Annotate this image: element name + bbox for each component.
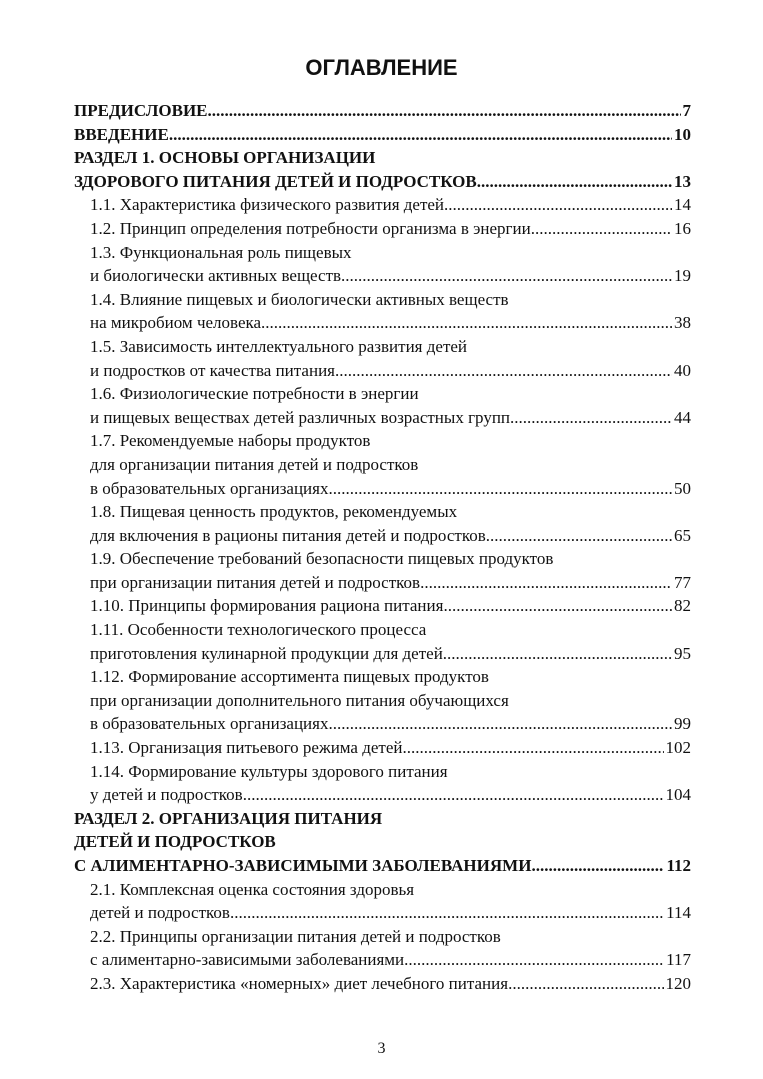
toc-entry-line <box>74 123 691 147</box>
toc-entry-title: 2.2. Принципы организации питания детей и подростков <box>90 926 501 946</box>
toc-page-number: 120 <box>665 973 691 993</box>
toc-entry-line <box>74 264 691 288</box>
toc-leader-dots <box>420 571 672 595</box>
toc-entry-title: для организации питания детей и подростков <box>90 454 419 474</box>
toc-entry-title: ВВЕДЕНИЕ <box>74 124 169 144</box>
toc-page-number: 114 <box>666 903 691 923</box>
toc-leader-dots <box>531 217 672 241</box>
toc-page-number: 13 <box>674 171 691 191</box>
toc-entry-line <box>74 311 691 335</box>
toc-leader-dots <box>443 594 672 618</box>
toc-page-number: 40 <box>674 360 691 380</box>
page-number: 3 <box>377 1040 386 1057</box>
toc-entry-title: с алиментарно-зависимыми заболеваниями <box>90 950 405 970</box>
toc-entry-title: 1.9. Обеспечение требований безопасности пищевых продуктов <box>90 549 554 569</box>
toc-page-number: 95 <box>674 643 691 663</box>
toc-entry-line <box>74 972 691 996</box>
toc-leader-dots <box>208 99 681 123</box>
toc-entry-title: 1.4. Влияние пищевых и биологически активных веществ <box>90 289 509 309</box>
toc-entry-line <box>74 406 691 430</box>
toc-leader-dots <box>335 359 672 383</box>
toc-entry-title: 1.8. Пищевая ценность продуктов, рекомендуемых <box>90 502 458 522</box>
toc-leader-dots <box>443 642 672 666</box>
toc-entry-title: 1.11. Особенности технологического процесса <box>90 620 427 640</box>
toc-entry-title: у детей и подростков <box>90 785 243 805</box>
toc-entry-line <box>74 783 691 807</box>
toc-entry-line <box>74 453 691 477</box>
toc-entry-title: С АЛИМЕНТАРНО-ЗАВИСИМЫМИ ЗАБОЛЕВАНИЯМИ <box>74 856 532 875</box>
toc-entry-line <box>74 429 691 453</box>
toc-entry-title: 2.1. Комплексная оценка состояния здоровья <box>90 879 415 899</box>
toc-entry-line <box>74 335 691 359</box>
toc-page-number: 44 <box>674 407 691 427</box>
toc-leader-dots <box>169 123 672 147</box>
toc-entry-line <box>74 193 691 217</box>
toc-page-number: 16 <box>674 218 691 238</box>
toc-leader-dots <box>531 854 664 878</box>
toc-entry-line <box>74 830 691 854</box>
toc-entry-line <box>74 359 691 383</box>
toc-entry-title: 1.3. Функциональная роль пищевых <box>90 242 352 262</box>
toc-entry-title: и подростков от качества питания <box>90 360 335 380</box>
toc-entry-title: для включения в рационы питания детей и подростков <box>90 525 486 545</box>
toc-page-number: 38 <box>674 313 691 333</box>
toc-entry-line <box>74 689 691 713</box>
toc-entry-line <box>74 382 691 406</box>
toc-leader-dots <box>486 524 672 548</box>
toc-entry-line <box>74 760 691 784</box>
toc-entry-title: детей и подростков <box>90 903 230 923</box>
toc-entry-title: при организации дополнительного питания обучающихся <box>90 690 509 710</box>
toc-page-number: 82 <box>674 596 691 616</box>
toc-entry-title: 1.6. Физиологические потребности в энергии <box>90 384 419 404</box>
toc-entry-line <box>74 217 691 241</box>
toc-entry-title: в образовательных организациях <box>90 714 329 734</box>
toc-entry-line <box>74 925 691 949</box>
toc-entry-line <box>74 618 691 642</box>
toc-leader-dots <box>328 477 672 501</box>
page-title: ОГЛАВЛЕНИЕ <box>305 55 458 80</box>
toc-page-number: 102 <box>665 738 691 758</box>
toc-entry-title: 1.12. Формирование ассортимента пищевых продуктов <box>90 667 489 687</box>
toc-entry-title: 2.3. Характеристика «номерных» диет лечебного питания <box>90 973 509 993</box>
toc-entry-title: ДЕТЕЙ И ПОДРОСТКОВ <box>74 832 276 852</box>
toc-entry-title: РАЗДЕЛ 2. ОРГАНИЗАЦИЯ ПИТАНИЯ <box>74 808 383 828</box>
toc-leader-dots <box>341 264 672 288</box>
toc-entry-line <box>74 878 691 902</box>
toc-entry-line <box>74 712 691 736</box>
toc-entry-title: при организации питания детей и подростков <box>90 572 421 592</box>
toc-entry-line <box>74 594 691 618</box>
toc-leader-dots <box>444 193 672 217</box>
toc-entry-line <box>74 547 691 571</box>
toc-entry-line <box>74 99 691 123</box>
toc-entry-line <box>74 807 691 831</box>
toc-entry-line <box>74 642 691 666</box>
toc-leader-dots <box>328 712 672 736</box>
toc-leader-dots <box>477 170 672 194</box>
table-of-contents <box>74 99 691 996</box>
toc-entry-line <box>74 170 691 194</box>
toc-entry-title: 1.13. Организация питьевого режима детей <box>90 738 403 758</box>
toc-page-number: 10 <box>674 124 691 144</box>
toc-entry-line <box>74 500 691 524</box>
toc-entry-line <box>74 524 691 548</box>
toc-page-number: 14 <box>674 195 691 215</box>
toc-page-number: 104 <box>665 785 691 805</box>
toc-entry-title: 1.1. Характеристика физического развития детей <box>90 195 445 215</box>
toc-entry-line <box>74 288 691 312</box>
toc-page-number: 19 <box>674 266 691 286</box>
toc-entry-line <box>74 736 691 760</box>
toc-entry-line <box>74 571 691 595</box>
toc-entry-title: 1.7. Рекомендуемые наборы продуктов <box>90 431 371 451</box>
toc-leader-dots <box>403 736 664 760</box>
toc-entry-title: ЗДОРОВОГО ПИТАНИЯ ДЕТЕЙ И ПОДРОСТКОВ <box>74 171 477 191</box>
toc-entry-title: приготовления кулинарной продукции для детей <box>90 643 443 663</box>
toc-entry-title: 1.2. Принцип определения потребности организма в энергии <box>90 218 531 238</box>
toc-page-number: 77 <box>674 572 691 592</box>
toc-leader-dots <box>508 972 663 996</box>
toc-entry-title: и пищевых веществах детей различных возрастных групп <box>90 407 511 427</box>
toc-page-number: 50 <box>674 478 691 498</box>
toc-entry-line <box>74 854 691 878</box>
toc-page-number: 112 <box>666 856 691 875</box>
toc-page-number: 7 <box>682 101 691 120</box>
toc-leader-dots <box>261 311 672 335</box>
toc-entry-title: РАЗДЕЛ 1. ОСНОВЫ ОРГАНИЗАЦИИ <box>74 148 376 168</box>
toc-entry-title: и биологически активных веществ <box>90 266 342 286</box>
toc-entry-line <box>74 901 691 925</box>
toc-entry-line <box>74 665 691 689</box>
toc-entry-title: в образовательных организациях <box>90 478 329 498</box>
toc-leader-dots <box>510 406 672 430</box>
toc-entry-title: 1.14. Формирование культуры здорового питания <box>90 761 448 781</box>
toc-leader-dots <box>404 948 664 972</box>
toc-entry-title: 1.10. Принципы формирования рациона питания <box>90 596 444 616</box>
toc-page-number: 65 <box>674 525 691 545</box>
toc-entry-title: ПРЕДИСЛОВИЕ <box>74 101 208 120</box>
toc-page-number: 99 <box>674 714 691 734</box>
toc-entry-title: 1.5. Зависимость интеллектуального развития детей <box>90 336 468 356</box>
toc-leader-dots <box>243 783 664 807</box>
toc-entry-line <box>74 241 691 265</box>
toc-entry-line <box>74 948 691 972</box>
toc-leader-dots <box>230 901 664 925</box>
toc-page-number: 117 <box>666 950 691 970</box>
toc-entry-title: на микробиом человека <box>90 313 262 333</box>
toc-entry-line <box>74 477 691 501</box>
toc-entry-line <box>74 146 691 170</box>
